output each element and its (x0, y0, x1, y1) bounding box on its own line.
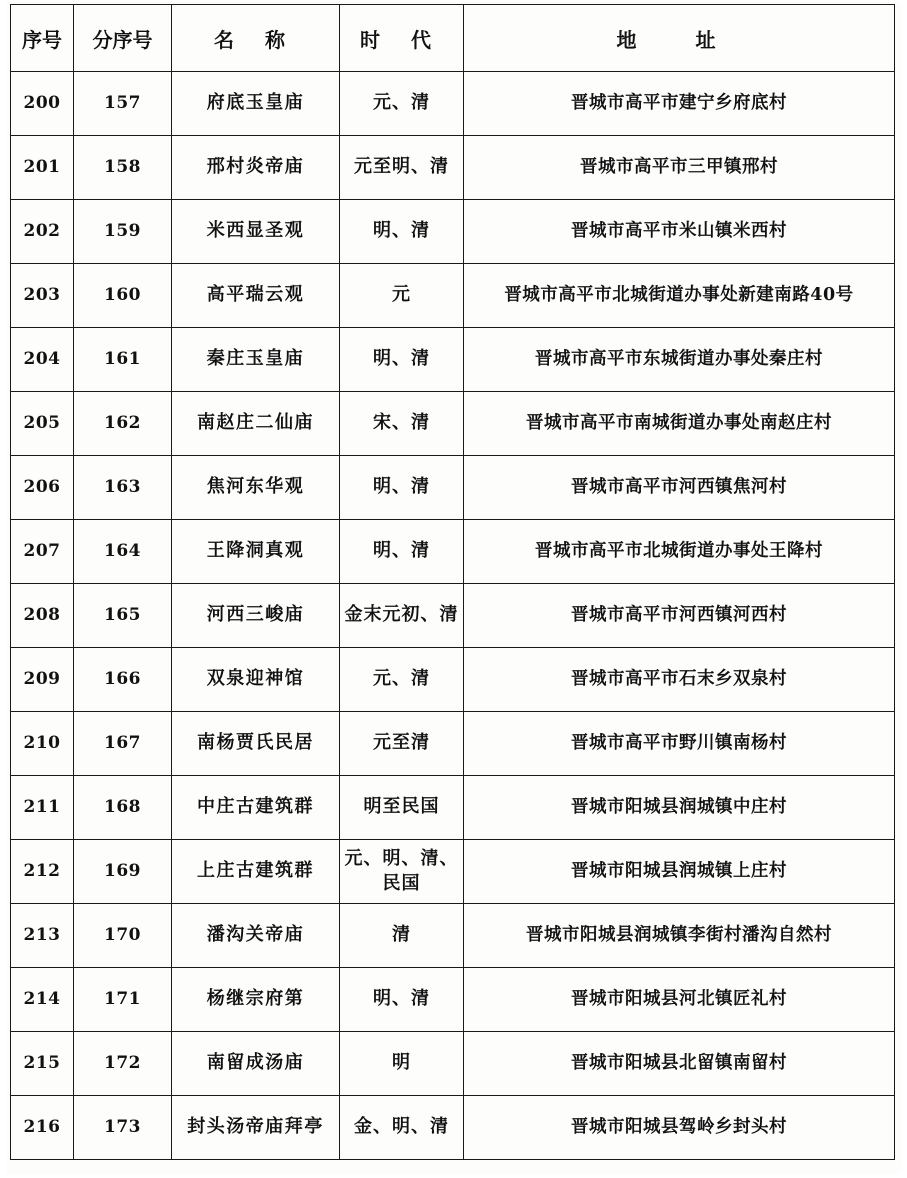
cell-address: 晋城市高平市石末乡双泉村 (464, 648, 895, 712)
header-era: 时 代 (340, 5, 464, 72)
cell-era: 元至明、清 (340, 136, 464, 200)
cell-address: 晋城市高平市东城街道办事处秦庄村 (464, 328, 895, 392)
cell-name: 封头汤帝庙拜亭 (172, 1096, 340, 1160)
cell-era: 元、清 (340, 72, 464, 136)
cell-subseq: 161 (74, 328, 172, 392)
cell-subseq: 159 (74, 200, 172, 264)
cell-address: 晋城市高平市米山镇米西村 (464, 200, 895, 264)
cell-subseq: 167 (74, 712, 172, 776)
table-row (11, 776, 895, 840)
table-row (11, 1096, 895, 1160)
cell-name: 王降洞真观 (172, 520, 340, 584)
cell-subseq: 164 (74, 520, 172, 584)
cell-era: 元至清 (340, 712, 464, 776)
cell-era: 明、清 (340, 200, 464, 264)
heritage-sites-table (10, 4, 895, 1160)
cell-seq: 211 (11, 776, 74, 840)
cell-seq: 212 (11, 840, 74, 904)
cell-seq: 204 (11, 328, 74, 392)
cell-address: 晋城市阳城县河北镇匠礼村 (464, 968, 895, 1032)
cell-subseq: 160 (74, 264, 172, 328)
table-row (11, 1032, 895, 1096)
header-subseq: 分序号 (74, 5, 172, 72)
cell-subseq: 166 (74, 648, 172, 712)
cell-seq: 209 (11, 648, 74, 712)
cell-era: 明 (340, 1032, 464, 1096)
cell-era: 金、明、清 (340, 1096, 464, 1160)
cell-name: 南杨贾氏民居 (172, 712, 340, 776)
table-row (11, 648, 895, 712)
table-row (11, 968, 895, 1032)
cell-era: 明至民国 (340, 776, 464, 840)
cell-era: 明、清 (340, 456, 464, 520)
header-seq: 序号 (11, 5, 74, 72)
cell-address: 晋城市高平市野川镇南杨村 (464, 712, 895, 776)
table-row (11, 840, 895, 904)
table-row (11, 520, 895, 584)
document-page (6, 2, 901, 1174)
cell-seq: 210 (11, 712, 74, 776)
cell-era: 明、清 (340, 328, 464, 392)
header-row (11, 5, 895, 72)
cell-seq: 203 (11, 264, 74, 328)
table-row (11, 456, 895, 520)
cell-address: 晋城市高平市三甲镇邢村 (464, 136, 895, 200)
table-row (11, 712, 895, 776)
cell-seq: 206 (11, 456, 74, 520)
cell-name: 南留成汤庙 (172, 1032, 340, 1096)
cell-address: 晋城市阳城县驾岭乡封头村 (464, 1096, 895, 1160)
cell-name: 府底玉皇庙 (172, 72, 340, 136)
table-row (11, 264, 895, 328)
cell-name: 双泉迎神馆 (172, 648, 340, 712)
cell-address: 晋城市阳城县润城镇李街村潘沟自然村 (464, 904, 895, 968)
cell-seq: 205 (11, 392, 74, 456)
cell-subseq: 163 (74, 456, 172, 520)
cell-seq: 202 (11, 200, 74, 264)
table-row (11, 200, 895, 264)
table-body (11, 72, 895, 1160)
cell-subseq: 168 (74, 776, 172, 840)
cell-address: 晋城市高平市建宁乡府底村 (464, 72, 895, 136)
cell-subseq: 165 (74, 584, 172, 648)
cell-name: 米西显圣观 (172, 200, 340, 264)
cell-seq: 213 (11, 904, 74, 968)
cell-name: 焦河东华观 (172, 456, 340, 520)
cell-subseq: 157 (74, 72, 172, 136)
table-row (11, 136, 895, 200)
cell-era: 元、清 (340, 648, 464, 712)
cell-name: 邢村炎帝庙 (172, 136, 340, 200)
cell-subseq: 169 (74, 840, 172, 904)
cell-name: 潘沟关帝庙 (172, 904, 340, 968)
cell-subseq: 172 (74, 1032, 172, 1096)
cell-address: 晋城市高平市河西镇河西村 (464, 584, 895, 648)
cell-name: 河西三峻庙 (172, 584, 340, 648)
cell-seq: 200 (11, 72, 74, 136)
cell-era: 宋、清 (340, 392, 464, 456)
cell-name: 上庄古建筑群 (172, 840, 340, 904)
table-row (11, 584, 895, 648)
cell-subseq: 171 (74, 968, 172, 1032)
cell-subseq: 170 (74, 904, 172, 968)
table-header (11, 5, 895, 72)
cell-address: 晋城市高平市北城街道办事处王降村 (464, 520, 895, 584)
cell-seq: 207 (11, 520, 74, 584)
header-name: 名 称 (172, 5, 340, 72)
cell-seq: 208 (11, 584, 74, 648)
table-row (11, 328, 895, 392)
cell-seq: 201 (11, 136, 74, 200)
cell-address: 晋城市高平市河西镇焦河村 (464, 456, 895, 520)
cell-subseq: 158 (74, 136, 172, 200)
cell-seq: 214 (11, 968, 74, 1032)
cell-era: 明、清 (340, 520, 464, 584)
cell-name: 高平瑞云观 (172, 264, 340, 328)
cell-era: 清 (340, 904, 464, 968)
table-row (11, 904, 895, 968)
cell-seq: 215 (11, 1032, 74, 1096)
cell-name: 杨继宗府第 (172, 968, 340, 1032)
cell-era: 明、清 (340, 968, 464, 1032)
table-row (11, 72, 895, 136)
cell-era: 金末元初、清 (340, 584, 464, 648)
cell-address: 晋城市高平市北城街道办事处新建南路40号 (464, 264, 895, 328)
cell-subseq: 162 (74, 392, 172, 456)
cell-address: 晋城市阳城县润城镇上庄村 (464, 840, 895, 904)
cell-name: 秦庄玉皇庙 (172, 328, 340, 392)
cell-subseq: 173 (74, 1096, 172, 1160)
cell-address: 晋城市阳城县润城镇中庄村 (464, 776, 895, 840)
cell-address: 晋城市阳城县北留镇南留村 (464, 1032, 895, 1096)
cell-address: 晋城市高平市南城街道办事处南赵庄村 (464, 392, 895, 456)
cell-era: 元 (340, 264, 464, 328)
cell-name: 南赵庄二仙庙 (172, 392, 340, 456)
cell-era: 元、明、清、民国 (340, 840, 464, 904)
table-row (11, 392, 895, 456)
header-address: 地 址 (464, 5, 895, 72)
cell-name: 中庄古建筑群 (172, 776, 340, 840)
cell-seq: 216 (11, 1096, 74, 1160)
